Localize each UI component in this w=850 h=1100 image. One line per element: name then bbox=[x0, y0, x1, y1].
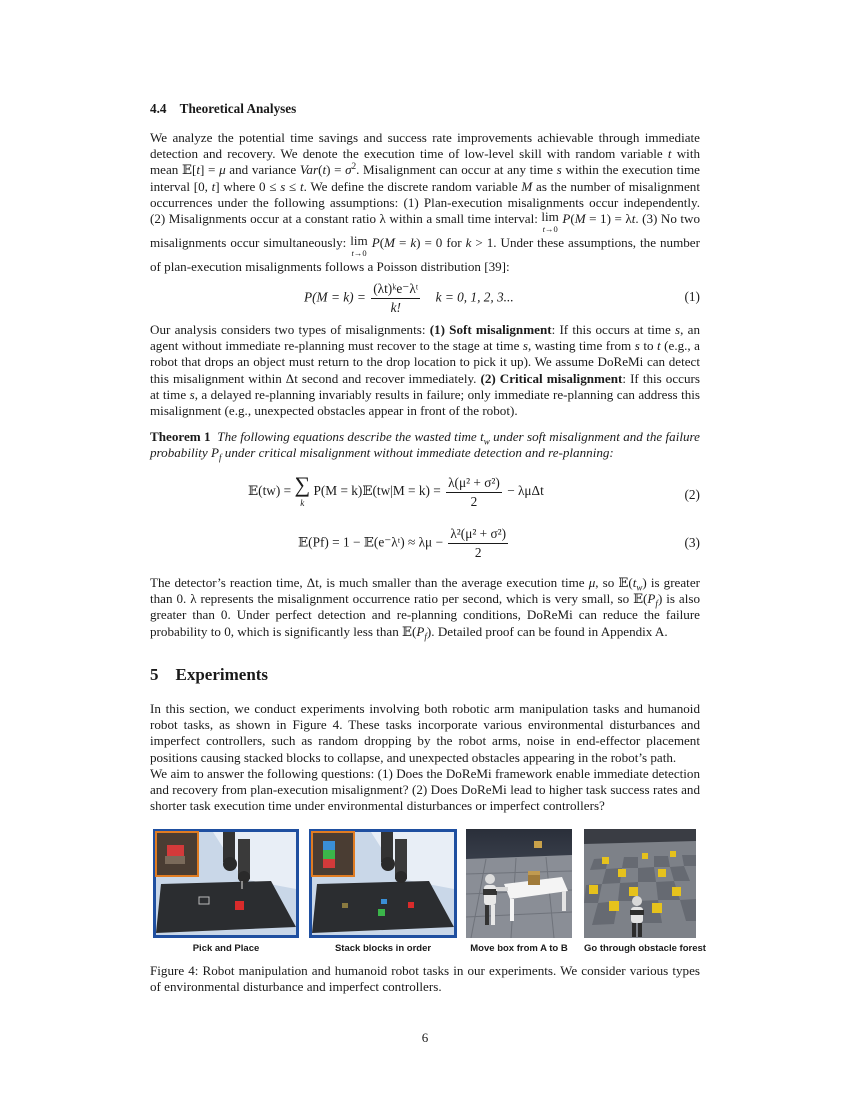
move-box-render bbox=[466, 829, 572, 938]
figure-panel-stack-blocks bbox=[309, 829, 457, 938]
pick-and-place-render bbox=[153, 829, 299, 938]
equation-1-number: (1) bbox=[684, 289, 700, 304]
section-title: Theoretical Analyses bbox=[179, 101, 297, 116]
figure-label-pick-and-place: Pick and Place bbox=[192, 943, 260, 954]
section-heading-4-4 bbox=[150, 101, 296, 117]
equation-3-number: (3) bbox=[684, 535, 700, 550]
equation-2: 𝔼(tw) = ∑ k P(M = k)𝔼(tw|M = k) = $\frac{\text{λ(μ² + σ²)}}{2}$ − λμΔt bbox=[248, 472, 544, 509]
summation-operator: ∑ k bbox=[294, 472, 311, 508]
paragraph-experiments-intro: In this section, we conduct experiments involving both robotic arm manipulation tasks and humanoid robot tasks, as shown in Figure 4. These tasks incorporate various environmental disturbances and imperfect controllers, such as random dropping by the robot arms, noise in end-effector placement positions causing stacked blocks to collapse, and unexpected obstacles appearing in the robot’s path. bbox=[150, 701, 700, 765]
figure-label-move-box: Move box from A to B bbox=[470, 943, 568, 954]
figure-panel-move-box bbox=[466, 829, 572, 938]
section-number: 5 bbox=[150, 665, 159, 684]
equation-2-fraction: $\frac{\text{λ(μ² + σ²)}}{2}$ bbox=[448, 474, 500, 509]
figure-label-obstacle-forest: Go through obstacle forest bbox=[584, 943, 706, 954]
stack-blocks-render bbox=[309, 829, 457, 938]
equation-1-fraction: $\frac{\text{(λt)ᵏe⁻λᵗ}}{k!}$ bbox=[373, 281, 419, 315]
paper-page bbox=[150, 0, 706, 1100]
theorem-1: Theorem 1 The following equations describe the wasted time $t_w$ under soft misalignment and the failure probability $P_f$ under critical misalignment without immediate detection and re-planning: bbox=[150, 429, 700, 463]
obstacle-forest-render bbox=[584, 829, 696, 938]
page-number: 6 bbox=[421, 1030, 429, 1045]
figure-4-caption: Figure 4: Robot manipulation and humanoid robot tasks in our experiments. We consider various types of environmental disturbance and imperfect controllers. bbox=[150, 963, 700, 995]
equation-3: 𝔼(Pf) = 1 − 𝔼(e⁻λᵗ) ≈ λμ − $\frac{\text{λ²(μ² + σ²)}}{2}$ bbox=[298, 526, 507, 560]
section-title: Experiments bbox=[175, 665, 269, 684]
figure-panel-obstacle-forest bbox=[584, 829, 696, 938]
figure-label-stack-blocks: Stack blocks in order bbox=[334, 943, 432, 954]
section-heading-5 bbox=[150, 665, 268, 685]
paragraph-theoretical-intro: We analyze the potential time savings and success rate improvements achievable through immediate detection and recovery. We denote the execution time of low-level skill with random variable t with mean 𝔼[t] = μ and variance $Var(t) = \sigma^2$. Misalignment can occur at any time s within the execution time interval [0, t] where 0 ≤ s ≤ t. We define the discrete random variable M as the number of misalignment occurrences under the following assumptions: (1) Plan-execution misalignments occur independently. (2) Misalignments occur at a constant ratio λ within a small time interval: lim t→0 P(M = 1) = λt. (3) No two misalignments occur simultaneously: lim t→0 P(M = k) = 0 for k > 1. Under these assumptions, the number of plan-execution misalignments follows a Poisson distribution [39]: bbox=[150, 130, 700, 275]
equation-1: P(M = k) = $\frac{\text{(λt)ᵏe⁻λᵗ}}{k!}$ k = 0, 1, 2, 3... bbox=[304, 281, 514, 315]
equation-3-fraction: $\frac{\text{λ²(μ² + σ²)}}{2}$ bbox=[450, 526, 507, 560]
figure-panel-pick-and-place bbox=[153, 829, 299, 938]
paragraph-detector-reaction: The detector’s reaction time, Δt, is much smaller than the average execution time μ, so $𝔼(t_w)$ is greater than 0. λ represents the misalignment occurrence ratio per second, which is very small, so $𝔼(P_f)$ is also greater than 0. Under perfect detection and re-planning conditions, DoReMi can reduce the failure probability to 0, which is significantly less than $𝔼(P_f)$. Detailed proof can be found in Appendix A. bbox=[150, 575, 700, 642]
paragraph-misalignment-types: Our analysis considers two types of misalignments: (1) Soft misalignment: If this occurs at time s, an agent without immediate re-planning must recover to the stage at time s, wasting time from s to t (e.g., a robot that drops an object must return to the drop location to pick it up). We assume DoReMi can detect this misalignment within Δt second and recover immediately. (2) Critical misalignment: If this occurs at time s, a delayed re-planning invariably results in failure; only immediate re-planning can address this misalignment (e.g., unexpected obstacles appear in front of the robot). bbox=[150, 322, 700, 419]
equation-2-number: (2) bbox=[684, 487, 700, 502]
paragraph-experiments-questions: We aim to answer the following questions: (1) Does the DoReMi framework enable immediate detection and recovery from plan-execution misalignment? (2) Does DoReMi lead to higher task success rates and shorter task execution time under environmental disturbances or imperfect controllers? bbox=[150, 766, 700, 814]
section-number: 4.4 bbox=[150, 101, 167, 116]
